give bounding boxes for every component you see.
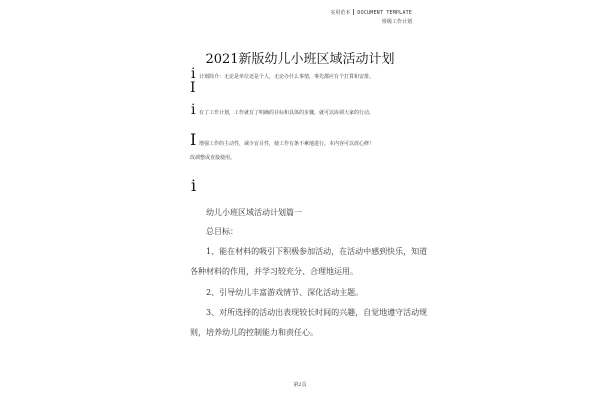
goal-item-1-line-1: 1、能在材料的吸引下积极参加活动，在活动中感到快乐，知道 xyxy=(206,247,428,256)
header-template-label: DOCUMENT TEMPLATE xyxy=(357,10,412,16)
document-title: 2021新版幼儿小班区域活动计划 xyxy=(205,52,395,67)
header-label: 实用范本 xyxy=(330,10,351,16)
header-row xyxy=(330,9,412,18)
goal-item-3-line-2: 则，培养幼儿的控制能力和责任心。 xyxy=(190,328,318,337)
intro-mark-4: I xyxy=(190,130,197,149)
intro-mark-3: i xyxy=(191,102,196,118)
page-header xyxy=(330,9,412,27)
goal-item-3-line-1: 3、对所选择的活动出表现较长时间的兴趣，自觉地遵守活动规 xyxy=(206,308,428,317)
header-divider xyxy=(353,9,354,15)
section-title: 幼儿小班区域活动计划篇一 xyxy=(206,208,302,217)
intro-mark-5: i xyxy=(191,176,197,195)
page-number: 第2页 xyxy=(293,382,307,388)
intro-mark-2: I xyxy=(190,80,196,96)
intro-line-1: 计划简介：无论是单位还是个人，无论办什么事情，事先都应有个打算和安排。 xyxy=(199,74,375,80)
goal-item-1-line-2: 各种材料的作用，并学习较充分、合理地运用。 xyxy=(190,267,358,276)
intro-line-3: 增强工作的主动性，减少盲目性，使工作有条不紊地进行。本内容可以放心修！ xyxy=(199,141,375,147)
header-subtitle: 班级工作计划 xyxy=(381,19,412,25)
intro-line-2: 有了工作计划，工作就有了明确的目标和具体的步骤，就可以协调大家的行动， xyxy=(199,110,375,116)
goal-item-2: 2、引导幼儿丰富游戏情节、深化活动主题。 xyxy=(206,288,364,297)
intro-mark-1: i xyxy=(191,66,196,82)
intro-line-4: 改调整或直接使用。 xyxy=(190,155,236,161)
goal-heading: 总目标： xyxy=(206,227,238,236)
